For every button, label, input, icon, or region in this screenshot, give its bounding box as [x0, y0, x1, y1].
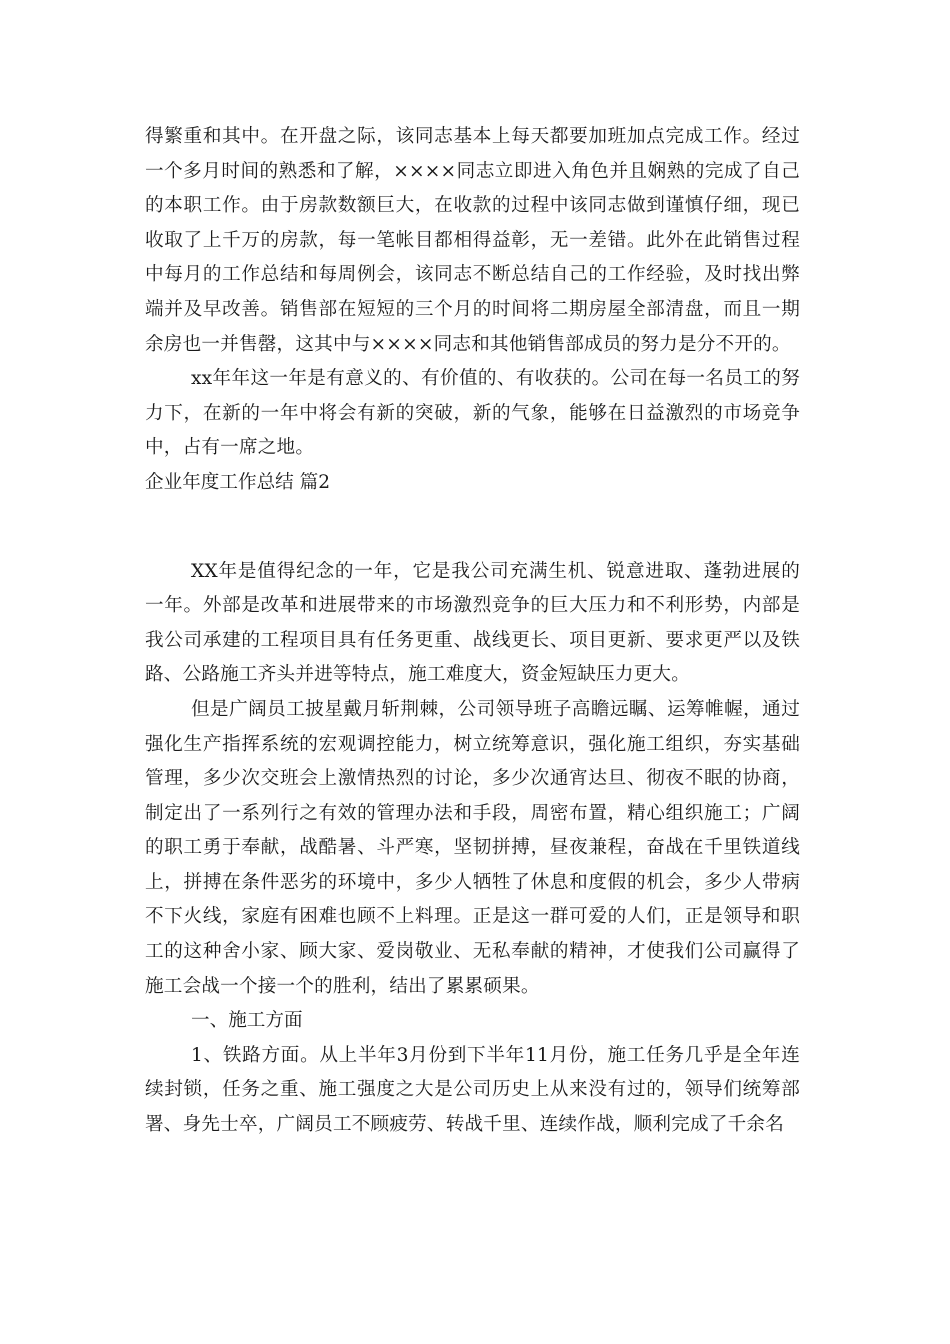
document-page: [145, 120, 800, 1143]
paragraph-year-overview: XX年是值得纪念的一年，它是我公司充满生机、锐意进取、蓬勃进展的一年。外部是改革和进展带来的市场激烈竞争的巨大压力和不利形势，内部是我公司承建的工程项目具有任务更重、战线更长、项目更新、要求更严以及铁路、公路施工齐头并进等特点，施工难度大，资金短缺压力更大。: [145, 560, 800, 686]
paragraph-railway: 1、铁路方面。从上半年3月份到下半年11月份，施工任务几乎是全年连续封锁，任务之重、施工强度之大是公司历史上从来没有过的，领导们统筹部署、身先士卒，广阔员工不顾疲劳、转战千里、连续作战，顺利完成了千余名: [145, 1044, 800, 1136]
paragraph-year-summary: xx年年这一年是有意义的、有价值的、有收获的。公司在每一名员工的努力下，在新的一年中将会有新的突破，新的气象，能够在日益激烈的市场竞争中，占有一席之地。: [145, 368, 800, 459]
subheading-construction: 一、施工方面: [191, 1010, 303, 1032]
section-title: 企业年度工作总结 篇2: [145, 471, 331, 493]
paragraph-staff-dedication: 但是广阔员工披星戴月斩荆棘，公司领导班子高瞻远瞩、运筹帷幄，通过强化生产指挥系统的宏观调控能力，树立统筹意识，强化施工组织，夯实基础管理，多少次交班会上激情热烈的讨论，多少次通宵达旦、彻夜不眠的协商，制定出了一系列行之有效的管理办法和手段，周密布置，精心组织施工；广阔的职工勇于奉献，战酷暑、斗严寒，坚韧拼搏，昼夜兼程，奋战在千里铁道线上，拼搏在条件恶劣的环境中，多少人牺牲了休息和度假的机会，多少人带病不下火线，家庭有困难也顾不上料理。正是这一群可爱的人们，正是领导和职工的这种舍小家、顾大家、爱岗敬业、无私奉献的精神，才使我们公司赢得了施工会战一个接一个的胜利，结出了累累硕果。: [145, 698, 800, 997]
section-spacer: [145, 501, 800, 555]
paragraph-sales-work: 得繁重和其中。在开盘之际，该同志基本上每天都要加班加点完成工作。经过一个多月时间的熟悉和了解，××××同志立即进入角色并且娴熟的完成了自己的本职工作。由于房款数额巨大，在收款的过程中该同志做到谨慎仔细，现已收取了上千万的房款，每一笔帐目都相得益彰，无一差错。此外在此销售过程中每月的工作总结和每周例会，该同志不断总结自己的工作经验，及时找出弊端并及早改善。销售部在短短的三个月的时间将二期房屋全部清盘，而且一期余房也一并售罄，这其中与××××同志和其他销售部成员的努力是分不开的。: [145, 126, 800, 355]
